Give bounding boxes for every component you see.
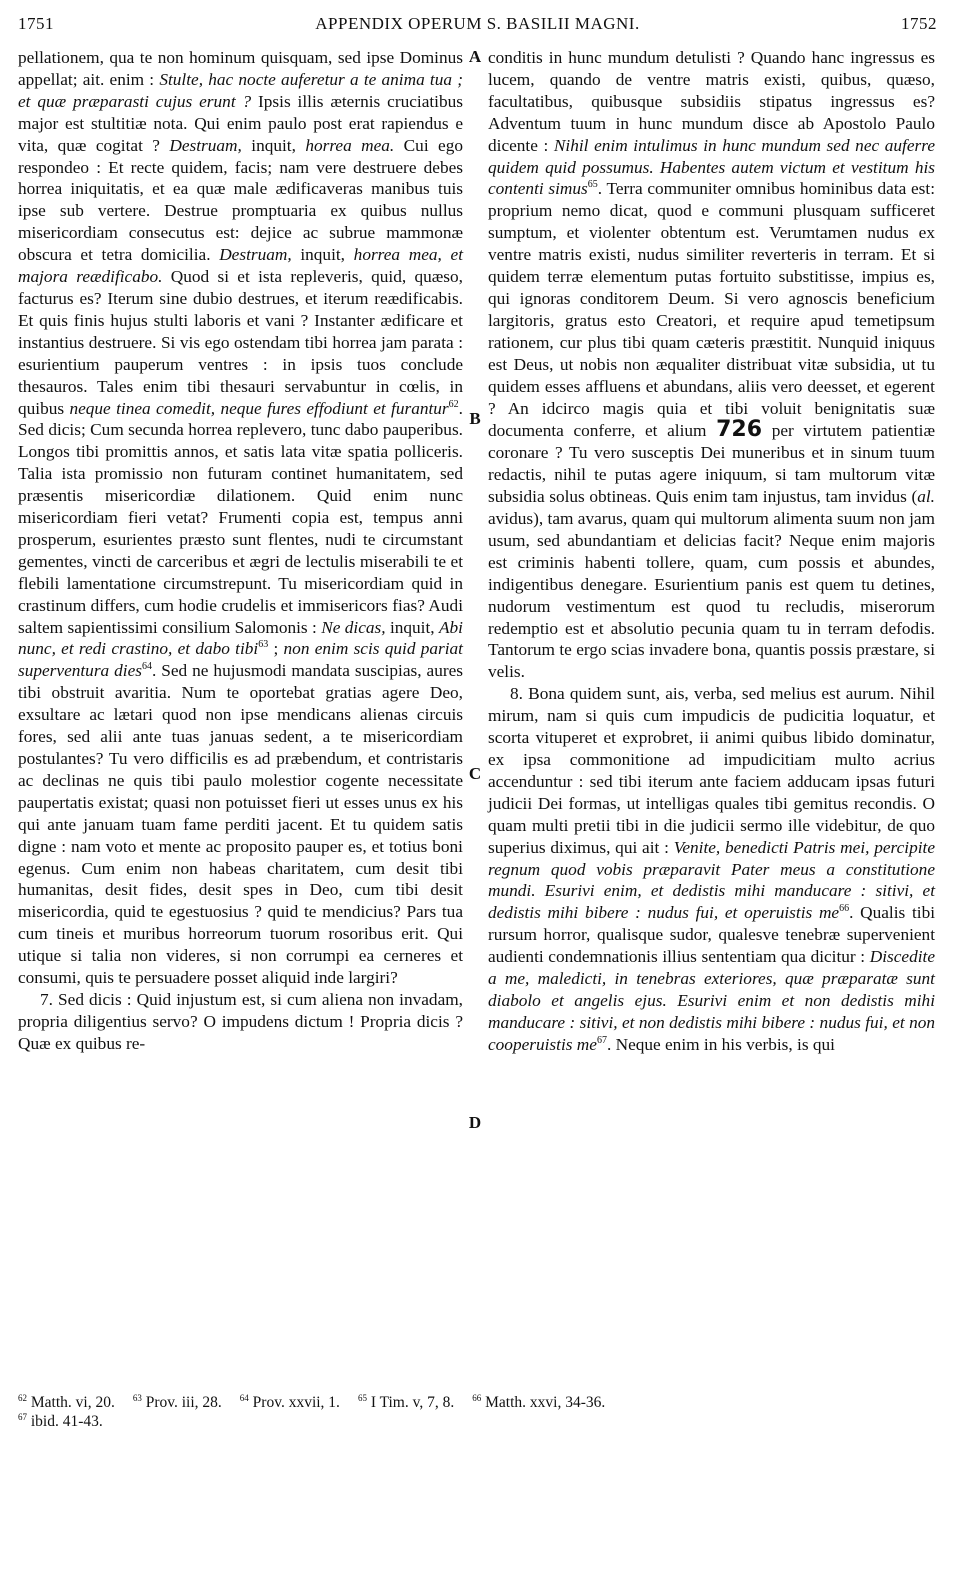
text-run: . Neque enim in his verbis, is qui [606, 1034, 835, 1054]
footnote-ref: 63 [258, 639, 269, 651]
right-paragraph-1 [488, 47, 935, 683]
text-run: avidus), tam avarus, quam qui multorum alimenta suum non jam usum, sed abundantiam et delicias facit? Neque enim majoris est criminis habenti tollere, quam, cum possis et abundes, indigentibus denegare. Esurientium panis est quem tu detines, nudorum vestimentum est quod tu recludis, miserorum redemptio est et absolutio pecunia quam tu in terram defodis. Tantorum te ergo scias invadere bona, quantis possis præstare, si velis. [488, 509, 935, 682]
footnote-item [472, 1394, 605, 1411]
footnote-number: 64 [239, 1392, 249, 1403]
text-run: inquit, [291, 245, 354, 265]
italic-quote: horrea mea. [305, 135, 395, 155]
footnote-text: I Tim. v, 7, 8. [366, 1394, 455, 1411]
footnote-ref: 62 [448, 398, 459, 410]
footnote-ref: 64 [142, 661, 152, 673]
section-marker-b: B [469, 409, 481, 428]
text-run: . Sed dicis; Cum secunda horrea replevero, tunc dabo pauperibus. Longos tibi promittis annos, et satis lata vitæ spatia polliceris. Talia ista promissio non futuram continet humanitatem, sed præsentis misericordiæ dilationem. Quid enim nunc misericordiam fieri vetat? Frumenti copia est, tempus anni prosperum, esurientes præsto sunt flentes, nudi te circumstant gementes, vincti de carceribus et ægri de lectulis miserabili te et flebili lamentatione circumstrepunt. Tu misericordiam quid in crastinum differs, cum hodie crudelis et immisericors fias? Audi saltem sapientissimi consilium Salomonis : [18, 398, 463, 637]
left-paragraph-1 [18, 47, 463, 989]
footnote-text: Matth. vi, 20. [27, 1394, 115, 1411]
italic-quote: neque tinea comedit, neque fures effodiunt et furantur [69, 398, 449, 418]
margin-page-number: 726 [716, 417, 763, 443]
footnote-number: 66 [472, 1392, 482, 1403]
section-marker-d: D [468, 1113, 482, 1132]
footnote-item [133, 1394, 222, 1411]
footnote-number: 63 [132, 1392, 142, 1403]
footnote-ref: 66 [839, 903, 850, 915]
footnote-item [358, 1394, 454, 1411]
footnote-row-2 [18, 1412, 937, 1431]
footnote-item [18, 1394, 115, 1411]
footnote-number: 65 [357, 1392, 367, 1403]
section-marker-c: C [468, 764, 482, 783]
footnote-item [18, 1413, 103, 1430]
footnote-number: 67 [18, 1411, 27, 1422]
right-column [488, 47, 935, 1056]
footnote-text: ibid. 41-43. [27, 1413, 103, 1430]
text-run: inquit, [241, 135, 306, 155]
text-run: . Terra communiter omnibus hominibus data est: proprium nemo dicat, quod e communi plusquam sufficeret sumptum, et violenter obtentum est. Verumtamen nudus ex ventre matris existi, nudus similiter reverteris in terram. Et si quidem terræ elementum putas fortuito substitisse, impius es, qui ignoras conditorem Deum. Si vero agnoscis beneficium largitoris, gratus esto Creatori, et require apud temetipsum rationem, cur plus tibi quam cæteris præstitit. Nunquid iniquus est Deus, ut nobis non æqualiter distribuat vitæ subsidia, ut tu quidem esses affluens et abundans, aliis vero deesset, et egerent ? An idcirco magis quia et tibi voluit benignitatis suæ documenta conferre, et alium [488, 179, 935, 441]
italic-quote: Abi nunc, et redi crastino, et dabo tibi [18, 617, 463, 659]
italic-quote: Ne dicas, [321, 617, 386, 637]
left-paragraph-2 [18, 989, 463, 1055]
footnote-text: Prov. iii, 28. [141, 1394, 222, 1411]
footnote-text: Prov. xxvii, 1. [248, 1394, 340, 1411]
italic-quote: Discedite a me, maledicti, in tenebras exteriores, quæ præparatæ sunt diabolo et angelis ejus. Esurivi enim et non dedistis mihi manducare : sitivi, et non dedistis mihi bibere : nudus fui, et non cooperuistis me [488, 947, 935, 1054]
italic-quote: non enim scis quid pariat superventura dies [18, 639, 463, 681]
italic-quote: Venite, benedicti Patris mei, percipite regnum quod vobis præparavit Pater meus a constitutione mundi. Esurivi enim, et dedistis mihi manducare : sitivi, et dedistis mihi bibere : nudus fui, et operuistis me [488, 837, 935, 923]
italic-quote: Nihil enim intulimus in hunc mundum sed nec auferre quidem quid possumus. Habentes autem victum et vestitum his contenti simus [488, 135, 935, 199]
footnote-ref: 67 [596, 1035, 607, 1047]
footnote-row-1 [18, 1393, 937, 1412]
text-run: Ipsis illis æternis cruciatibus major est stultitiæ nota. Qui enim paulo post erat rapiendus e vita, quæ cogitat ? [18, 91, 463, 155]
footnote-number: 62 [18, 1392, 27, 1403]
footnote-item [240, 1394, 340, 1411]
page-header [18, 14, 937, 40]
italic-quote: Destruam, [219, 245, 292, 265]
italic-quote: Stulte, hac nocte auferetur a te anima tua ; et quæ præparasti cujus erunt ? [18, 69, 463, 111]
text-run: inquit, [385, 617, 439, 637]
text-run: pellationem, qua te non hominum quisquam, sed ipse Dominus appellat; ait. enim : [18, 48, 463, 89]
page-number-left: 1751 [18, 14, 54, 33]
text-run: ; [268, 639, 284, 659]
text-run: . Sed ne hujusmodi mandata suscipias, aures tibi obstruit avaritia. Num te oportebat gratias agere Deo, exsultare ac lætari quod non ipse mendicans alienas circuis fores, sed alii ante tuas januas sedent, a te misericordiam postulantes? Tu vero difficilis es ad præbendum, et contristaris ac declinas ne quis tibi paulo molestior cogente necessitate paupertatis existat; quasi non potuisset fieri ut esses unus ex his qui ante januam tuam fame perditi jacent. Et tu quidem satis digne : nam voto et mente ac proposito pauper es, et totius boni egenus. Cum enim non habeas charitatem, cum desit tibi humanitas, desit fides, desit spes in Deo, cum tibi desit misericordia, quid te egestuosius ? quid te mendicius? Pars tua cum tineis et muribus horreorum tuorum rosoribus erit. Qui utique si talia non videres, si non corrumpi ea cerneres et consumi, quis te persuadere posset aliquid inde largiri? [18, 661, 463, 988]
text-run: Quod si et ista repleveris, quid, quæso, facturus es? Iterum sine dubio destrues, et iterum reædificabis. Et quis finis hujus stulti laboris et vani ? Instanter ædificare et instantius destruere. Si vis ego ostendam tibi horrea jam parata : esurientium pauperum ventres : in ipsis tuos conclude thesauros. Tales enim tibi thesauri servabuntur in cœlis, in quibus [18, 267, 463, 418]
text-run: 7. Sed dicis : Quid injustum est, si cum aliena non invadam, propria diligentius servo? O impudens dictum ! Propria dicis ? Quæ ex quibus re- [18, 989, 463, 1053]
text-run: per virtutem patientiæ coronare ? Tu vero susceptis Dei muneribus et in sinum tuum redactis, nihil te putas agere iniquum, si tam multorum vitæ subsidia solus obtineas. Quis enim tam injustus, tam invidus ( [488, 421, 935, 507]
footnote-text: Matth. xxvi, 34-36. [481, 1394, 606, 1411]
italic-quote: Destruam, [169, 135, 242, 155]
running-title: APPENDIX OPERUM S. BASILII MAGNI. [315, 14, 640, 33]
text-run: 8. Bona quidem sunt, ais, verba, sed melius est aurum. Nihil mirum, nam si quis cum impudicis de pudicitia loquatur, et scorta vituperet et exprobret, ii animi quibus libido dominatur, ex ipsa commonitione ad impudicitiam multo acrius accenduntur : sed tibi iterum ante faciem adducam ipsas futuri judicii Dei formas, ut intelligas quales tibi gemitus recondis. O quam multi pretii tibi in die judicii sermo ille videbitur, de quo superius diximus, qui ait : [488, 684, 935, 857]
italic-quote: horrea mea, et majora reædificabo. [18, 245, 463, 287]
italic-quote: al. [917, 487, 935, 507]
text-run: Cui ego respondeo : Et recte quidem, facis; nam vere destruere debes horrea iniquitatis, et ea quæ male ædificaveras manibus tuis ipse sub vertere. Destrue promptuaria ex quibus nullus misericordiam consecutus est: dejice ac subrue mammonæ obscura et tetra domicilia. [18, 135, 463, 265]
text-run: conditis in hunc mundum detulisti ? Quando hanc ingressus es lucem, quando de ventre matris existi, quibus, quæso, facultatibus, quibusque subsidiis stipatus ingressus es? Adventum tuum in hunc mundum disce ab Apostolo Paulo dicente : [488, 48, 935, 155]
left-column [18, 47, 463, 1055]
right-paragraph-2 [488, 683, 935, 1055]
section-marker-a: A [468, 47, 482, 66]
footnotes [18, 1393, 937, 1431]
page-number-right: 1752 [901, 14, 937, 33]
footnote-ref: 65 [587, 179, 598, 191]
text-run: . Qualis tibi rursum horror, qualisque sudor, qualesve tenebræ supervenient audienti condemnationis illius sententiam qua dicitur : [488, 903, 936, 967]
